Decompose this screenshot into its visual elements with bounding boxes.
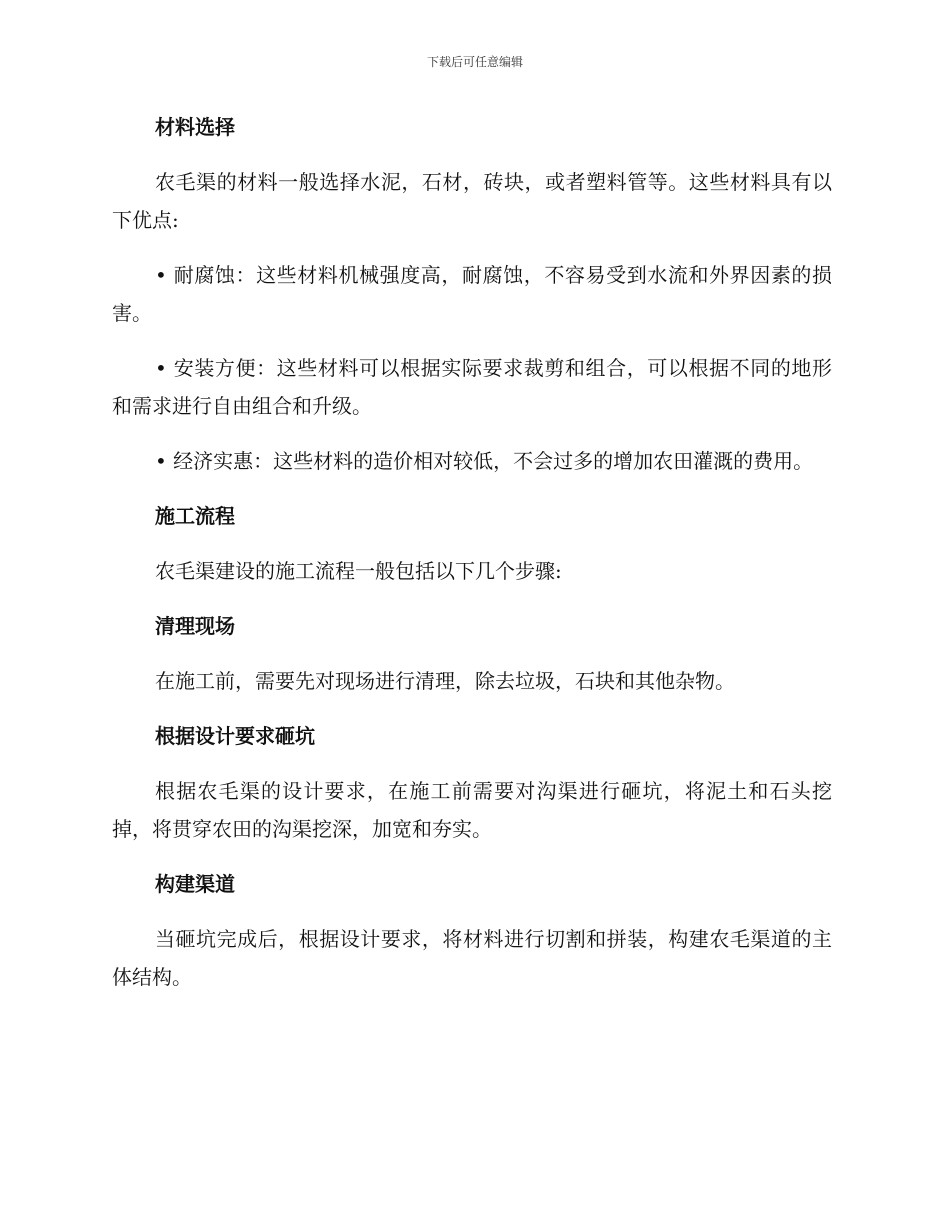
document-body [112, 108, 832, 1013]
paragraph-materials-intro: 农毛渠的材料一般选择水泥，石材，砖块，或者塑料管等。这些材料具有以下优点: [112, 170, 832, 232]
heading-excavation: 根据设计要求砸坑 [155, 724, 315, 748]
page-header-note: 下载后可任意编辑 [426, 55, 523, 69]
paragraph-clearing: 在施工前，需要先对现场进行清理，除去垃圾，石块和其他杂物。 [155, 669, 735, 693]
heading-channel: 构建渠道 [155, 872, 235, 896]
paragraph-excavation: 根据农毛渠的设计要求，在施工前需要对沟渠进行砸坑，将泥土和石头挖掉，将贯穿农田的沟渠挖深，加宽和夯实。 [112, 779, 832, 841]
paragraph-process-intro: 农毛渠建设的施工流程一般包括以下几个步骤: [155, 559, 562, 583]
bullet-corrosion: • 耐腐蚀：这些材料机械强度高，耐腐蚀，不容易受到水流和外界因素的损害。 [112, 263, 832, 325]
heading-process: 施工流程 [155, 504, 235, 528]
bullet-economy: • 经济实惠：这些材料的造价相对较低，不会过多的增加农田灌溉的费用。 [155, 449, 814, 473]
paragraph-channel: 当砸坑完成后，根据设计要求，将材料进行切割和拼装，构建农毛渠道的主体结构。 [112, 927, 832, 989]
heading-clearing: 清理现场 [155, 614, 235, 638]
heading-materials: 材料选择 [155, 115, 235, 139]
bullet-install: • 安装方便：这些材料可以根据实际要求裁剪和组合，可以根据不同的地形和需求进行自由组合和升级。 [112, 356, 832, 418]
